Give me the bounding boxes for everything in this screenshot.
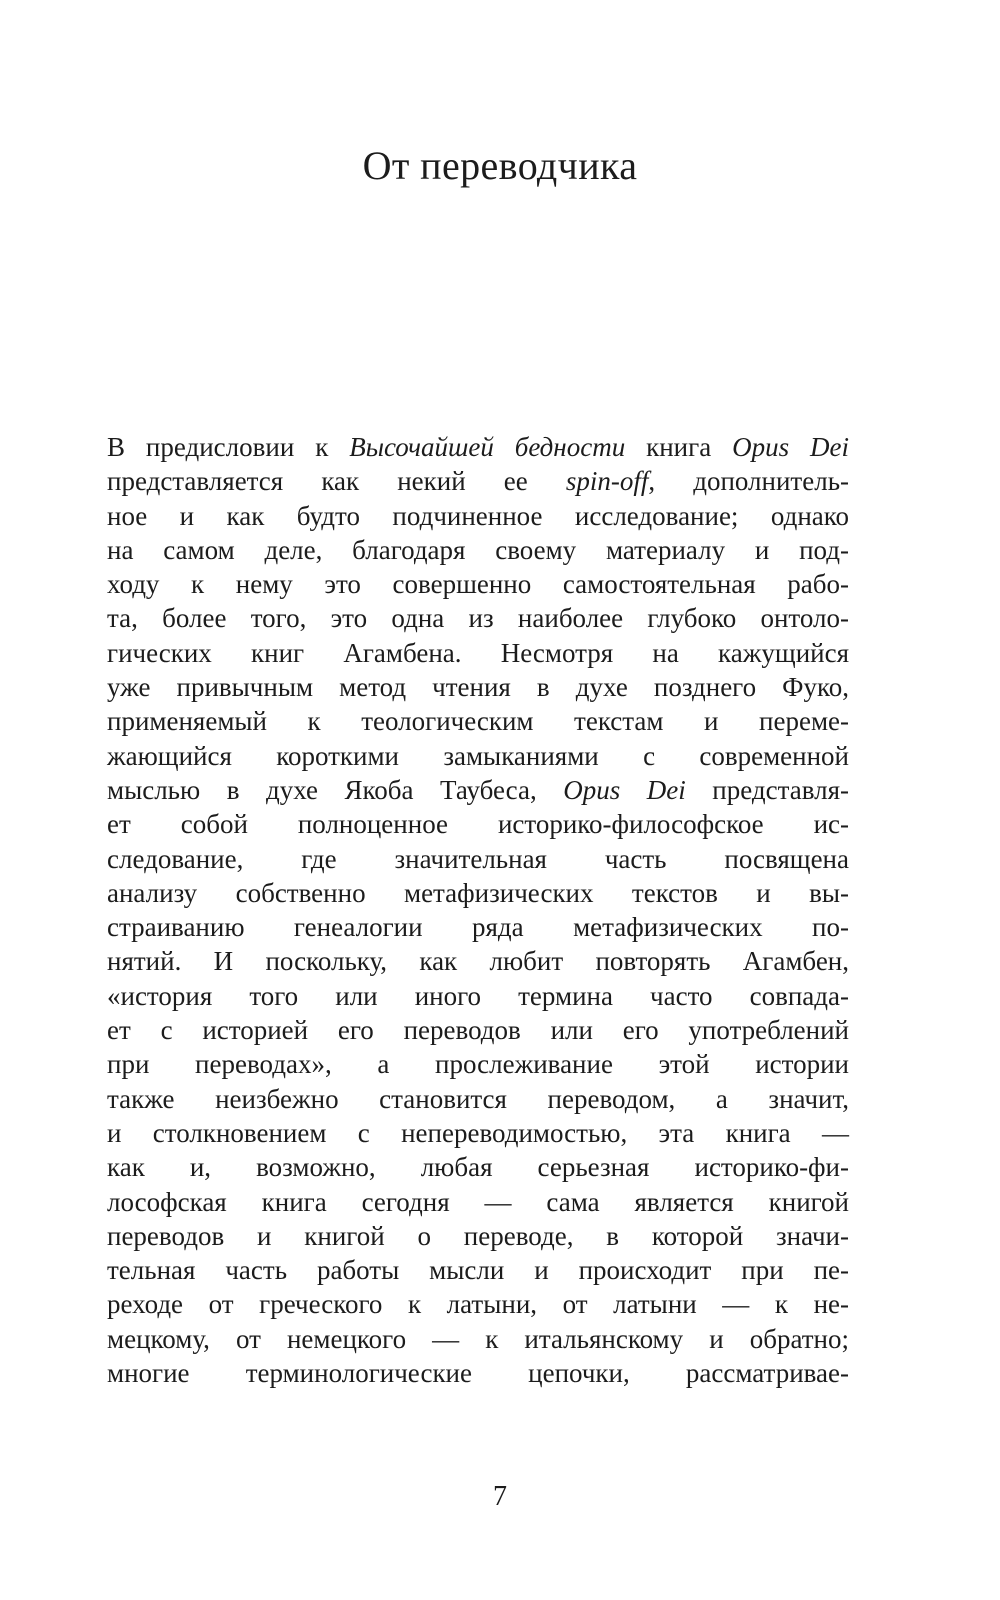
text-line [107, 533, 849, 567]
text-line [107, 773, 849, 807]
body-paragraph [107, 430, 849, 1390]
italic-text: spin-off [565, 466, 649, 497]
italic-text: Opus Dei [563, 774, 686, 805]
text-line [107, 876, 849, 910]
text-segment: на самом деле, благодаря своему материалу и под- [107, 534, 849, 565]
text-line [107, 1185, 849, 1219]
text-segment: ходу к нему это совершенно самостоятельная рабо- [107, 569, 849, 600]
text-segment: , дополнитель- [648, 466, 849, 497]
text-line [107, 1322, 849, 1356]
text-line [107, 499, 849, 533]
text-segment: страиванию генеалогии ряда метафизических по- [107, 912, 849, 943]
text-segment: уже привычным метод чтения в духе позднего Фуко, [107, 672, 849, 703]
text-segment: применяемый к теологическим текстам и переме- [107, 706, 849, 737]
text-line [107, 636, 849, 670]
text-line [107, 944, 849, 978]
text-segment: представляется как некий ее [107, 466, 566, 497]
text-segment: переводов и книгой о переводе, в которой значи- [107, 1220, 849, 1251]
text-line [107, 1356, 849, 1390]
text-line [107, 910, 849, 944]
text-segment: анализу собственно метафизических текстов и вы- [107, 877, 849, 908]
text-line [107, 842, 849, 876]
text-segment: та, более того, это одна из наиболее глубоко онтоло- [107, 603, 849, 634]
text-line [107, 1013, 849, 1047]
text-segment: как и, возможно, любая серьезная историко-фи- [107, 1152, 849, 1183]
text-segment: и столкновением с непереводимостью, эта книга — [107, 1117, 849, 1148]
text-segment: В предисловии к [107, 432, 350, 462]
text-line [107, 601, 849, 635]
text-line [107, 1219, 849, 1253]
text-line [107, 430, 849, 464]
text-line [107, 1082, 849, 1116]
chapter-title: От переводчика [362, 143, 638, 188]
text-segment: представля- [685, 774, 849, 805]
text-segment: при переводах», а прослеживание этой истории [107, 1049, 849, 1080]
italic-text: Opus Dei [732, 432, 849, 462]
text-segment: мыслью в духе Якоба Таубеса, [107, 774, 564, 805]
text-segment: ет собой полноценное историко-философское ис- [107, 809, 849, 840]
text-segment: жающийся короткими замыканиями с современной [107, 740, 849, 771]
text-segment: следование, где значительная часть посвящена [107, 843, 849, 874]
text-segment: лософская книга сегодня — сама является книгой [107, 1186, 849, 1217]
text-line [107, 1116, 849, 1150]
text-segment: мецкому, от немецкого — к итальянскому и обратно; [107, 1323, 849, 1354]
text-segment: реходе от греческого к латыни, от латыни — к не- [107, 1289, 849, 1320]
text-segment: многие терминологические цепочки, рассматривае- [107, 1358, 849, 1389]
text-line [107, 670, 849, 704]
text-line [107, 567, 849, 601]
text-segment: ное и как будто подчиненное исследование; однако [107, 500, 849, 531]
text-line [107, 704, 849, 738]
text-segment: также неизбежно становится переводом, а значит, [107, 1083, 849, 1114]
text-line [107, 1047, 849, 1081]
text-line [107, 807, 849, 841]
text-segment: книга [625, 432, 733, 462]
text-segment: ет с историей его переводов или его употреблений [107, 1015, 849, 1046]
italic-text: Высочайшей бедности [349, 432, 626, 462]
text-line [107, 739, 849, 773]
text-line [107, 1253, 849, 1287]
text-segment: тельная часть работы мысли и происходит при пе- [107, 1255, 849, 1286]
text-line [107, 464, 849, 498]
text-segment: нятий. И поскольку, как любит повторять Агамбен, [107, 946, 849, 977]
text-segment: гических книг Агамбена. Несмотря на кажущийся [107, 637, 849, 668]
page-number: 7 [493, 1481, 507, 1512]
text-line [107, 979, 849, 1013]
text-segment: «история того или иного термина часто совпада- [107, 980, 849, 1011]
text-line [107, 1150, 849, 1184]
text-line [107, 1287, 849, 1321]
